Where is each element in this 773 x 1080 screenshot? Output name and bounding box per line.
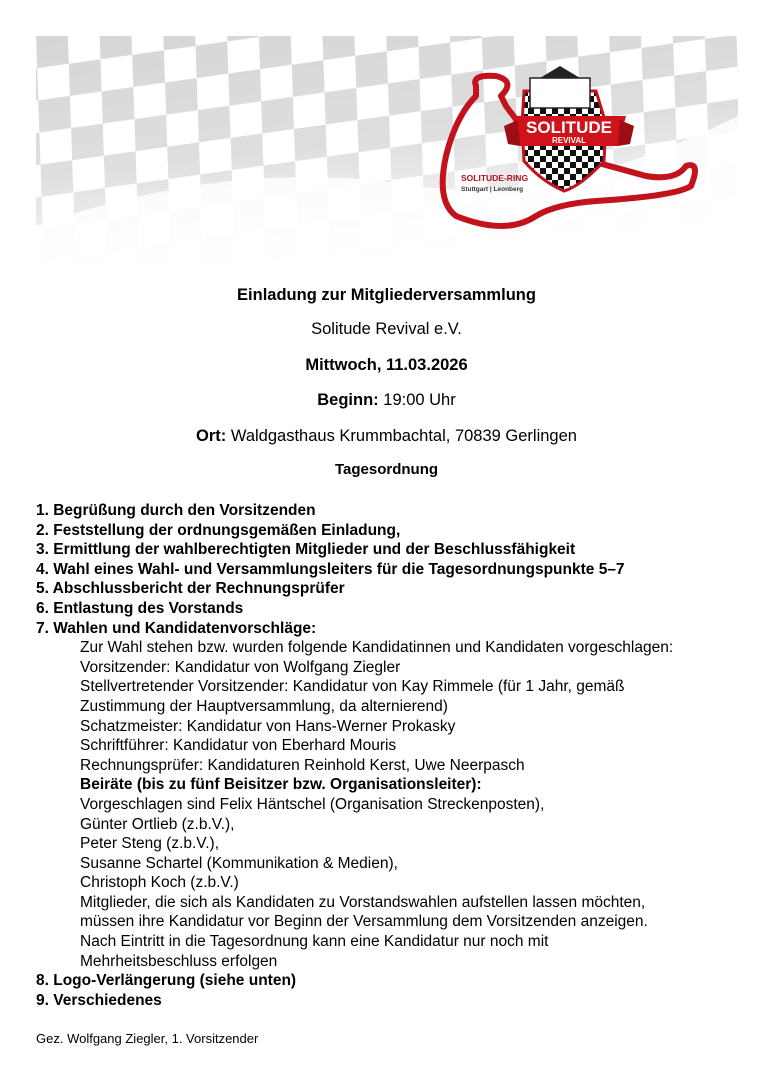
agenda-item: 2. Feststellung der ordnungsgemäßen Einladung,	[36, 521, 401, 539]
board-line: Mitglieder, die sich als Kandidaten zu Vorstandswahlen aufstellen lassen möchten,	[80, 893, 646, 911]
logo-subtitle-text: REVIVAL	[551, 136, 587, 145]
place-value: Waldgasthaus Krummbachtal, 70839 Gerlingen	[230, 427, 577, 445]
board-line: Nach Eintritt in die Tagesordnung kann eine Kandidatur nur noch mit	[80, 933, 549, 951]
start-value: 19:00 Uhr	[383, 391, 456, 409]
agenda-item: 9. Verschiedenes	[36, 991, 162, 1009]
board-line: Susanne Schartel (Kommunikation & Medien),	[80, 854, 398, 872]
logo-title-text: SOLITUDE	[526, 118, 612, 137]
ring-name-text: SOLITUDE-RING	[461, 173, 529, 183]
meeting-date: Mittwoch, 11.03.2026	[305, 356, 468, 374]
header-banner	[36, 36, 738, 268]
board-line: Christoph Koch (z.b.V.)	[80, 874, 239, 892]
election-line: Zur Wahl stehen bzw. wurden folgende Kandidatinnen und Kandidaten vorgeschlagen:	[80, 639, 674, 657]
election-line: Stellvertretender Vorsitzender: Kandidatur von Kay Rimmele (für 1 Jahr, gemäß	[80, 678, 625, 696]
agenda-item: 7. Wahlen und Kandidatenvorschläge:	[36, 619, 317, 637]
board-line: müssen ihre Kandidatur vor Beginn der Versammlung dem Vorsitzenden anzeigen.	[80, 913, 648, 931]
agenda-heading: Tagesordnung	[334, 461, 439, 478]
meeting-place	[0, 427, 773, 446]
agenda-list	[36, 501, 756, 1010]
agenda-item: 8. Logo-Verlängerung (siehe unten)	[36, 972, 297, 990]
election-line: Schatzmeister: Kandidatur von Hans-Werner Prokasky	[80, 717, 456, 735]
agenda-item: 6. Entlastung des Vorstands	[36, 599, 244, 617]
agenda-item: 1. Begrüßung durch den Vorsitzenden	[36, 502, 316, 519]
board-line: Vorgeschlagen sind Felix Häntschel (Organisation Streckenposten),	[80, 795, 545, 813]
organization-name: Solitude Revival e.V.	[311, 320, 462, 338]
page-title: Einladung zur Mitgliederversammlung	[237, 286, 536, 304]
election-line: Zustimmung der Hauptversammlung, da alternierend)	[80, 697, 448, 715]
place-label: Ort:	[196, 427, 227, 445]
election-line: Vorsitzender: Kandidatur von Wolfgang Ziegler	[80, 658, 401, 676]
checkered-flag-logo-image	[36, 36, 738, 268]
agenda-item: 5. Abschlussbericht der Rechnungsprüfer	[36, 580, 345, 598]
board-line: Peter Steng (z.b.V.),	[80, 835, 220, 853]
election-line: Schriftführer: Kandidatur von Eberhard Mouris	[80, 737, 397, 755]
start-label: Beginn:	[317, 391, 379, 409]
board-heading: Beiräte (bis zu fünf Beisitzer bzw. Organisationsleiter):	[80, 776, 482, 794]
board-line: Mehrheitsbeschluss erfolgen	[80, 952, 278, 970]
board-line: Günter Ortlieb (z.b.V.),	[80, 815, 235, 833]
agenda-item: 4. Wahl eines Wahl- und Versammlungsleiters für die Tagesordnungspunkte 5–7	[36, 560, 625, 578]
elections-details	[36, 638, 756, 971]
meeting-start	[0, 391, 773, 410]
ring-location-text: Stuttgart | Leonberg	[461, 186, 524, 193]
signature-line: Gez. Wolfgang Ziegler, 1. Vorsitzender	[36, 1031, 259, 1046]
agenda-item: 3. Ermittlung der wahlberechtigten Mitglieder und der Beschlussfähigkeit	[36, 541, 576, 559]
election-line: Rechnungsprüfer: Kandidaturen Reinhold Kerst, Uwe Neerpasch	[80, 756, 525, 774]
